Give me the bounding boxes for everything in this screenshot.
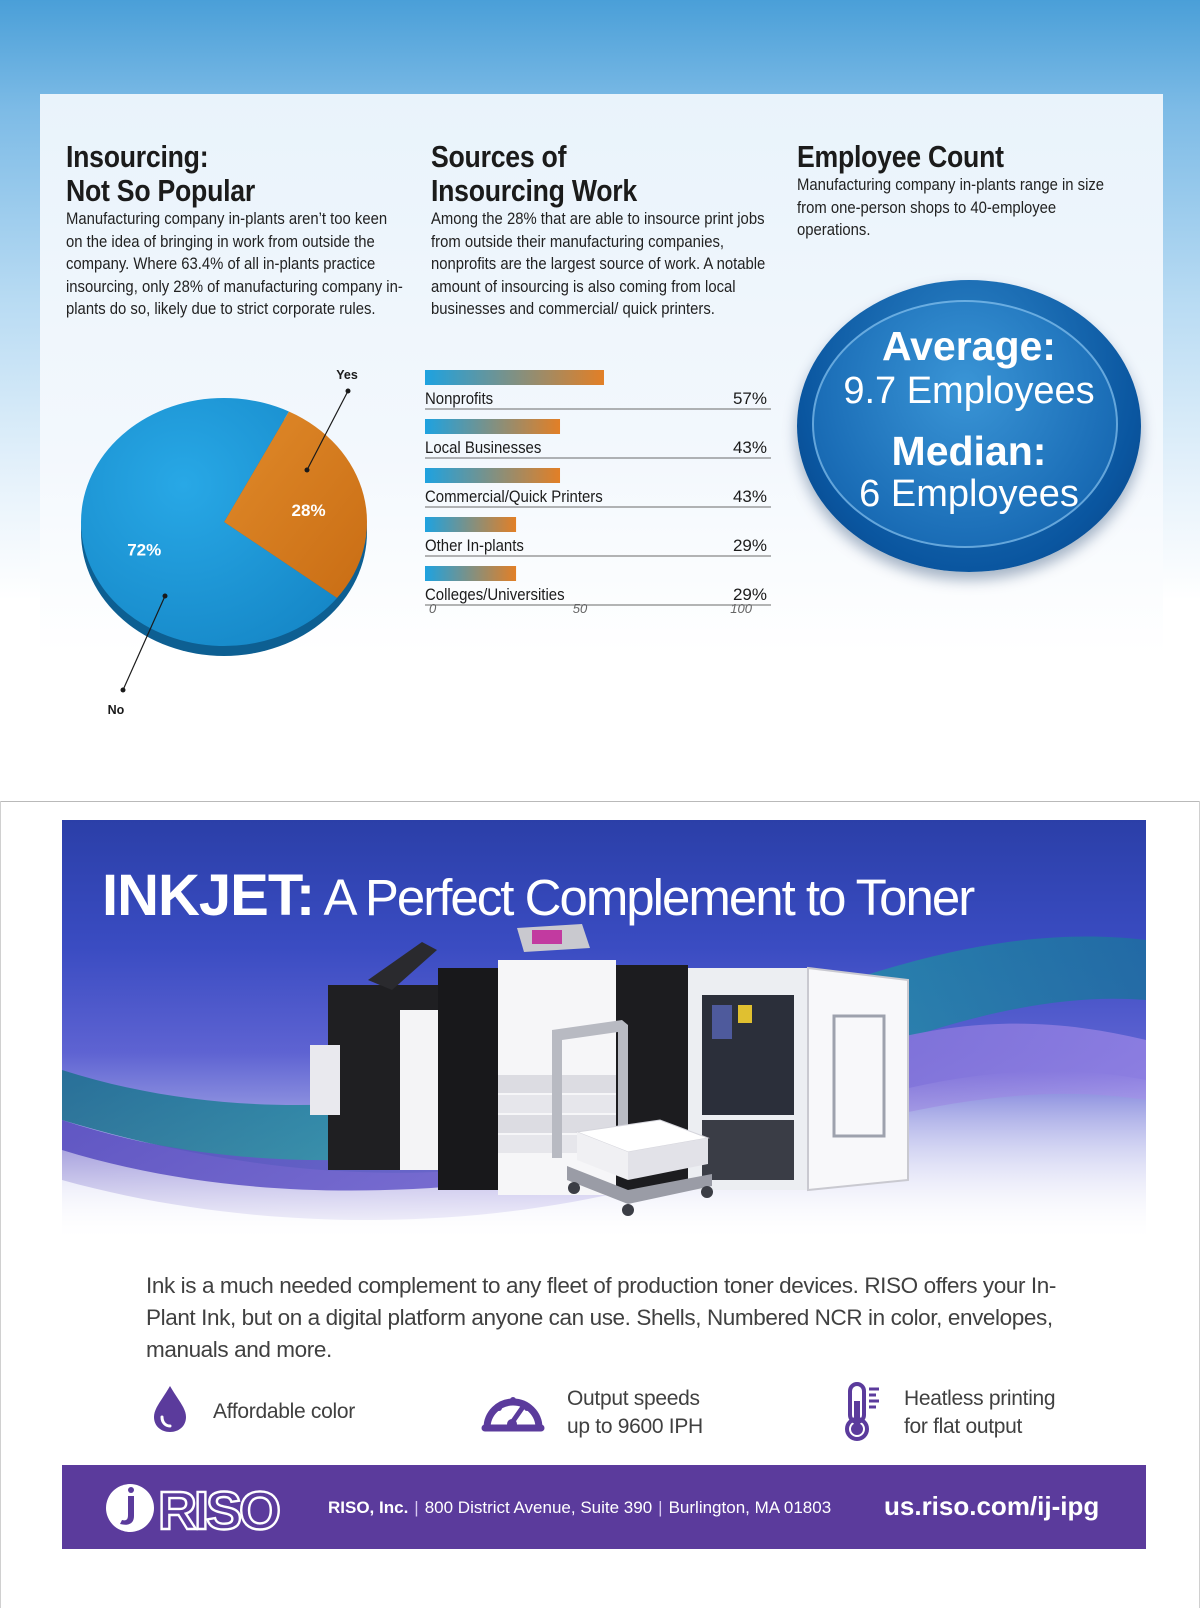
finisher-tray	[310, 1045, 340, 1115]
bar-value-label: 57%	[732, 389, 767, 408]
insourcing-title	[66, 140, 393, 208]
bar-value-label: 43%	[732, 438, 767, 457]
bar	[425, 370, 604, 385]
pie-callout-dot	[121, 688, 126, 693]
bar-category-label: Colleges/Universities	[425, 586, 565, 605]
section-divider	[0, 801, 1200, 802]
sources-title-line2: Insourcing Work	[431, 173, 637, 208]
feature-output-speeds	[567, 1385, 703, 1441]
bar	[425, 566, 516, 581]
bar-row	[425, 517, 771, 556]
insourcing-title-line1: Insourcing:	[66, 139, 209, 174]
feature-affordable-color	[213, 1398, 355, 1426]
thermometer-icon	[843, 1381, 883, 1448]
bar-row	[425, 370, 771, 409]
pie-callout-dot	[163, 594, 168, 599]
riso-logo[interactable]	[104, 1480, 304, 1536]
sources-title-line1: Sources of	[431, 139, 567, 174]
footer-street: 800 District Avenue, Suite 390	[424, 1498, 653, 1517]
ad-headline-light: A Perfect Complement to Toner	[314, 869, 974, 926]
bar	[425, 468, 560, 483]
bar-rows	[425, 370, 771, 605]
printer-body-left	[438, 968, 498, 1190]
bar-category-label: Local Businesses	[425, 439, 542, 458]
ad-headline	[102, 862, 973, 929]
average-value: 9.7 Employees	[843, 370, 1095, 412]
pie-callout-dot	[305, 468, 310, 473]
feature-2-line2: up to 9600 IPH	[567, 1415, 703, 1438]
sources-title	[431, 140, 758, 208]
bar-category-label: Other In-plants	[425, 537, 524, 556]
footer-city: Burlington, MA 01803	[668, 1498, 832, 1517]
ink-drop-icon	[152, 1384, 188, 1439]
bar-category-label: Nonprofits	[425, 390, 494, 409]
insourcing-title-line2: Not So Popular	[66, 173, 255, 208]
feature-3-line1: Heatless printing	[904, 1387, 1056, 1410]
bar-row	[425, 419, 771, 458]
pie-value-label-yes: 28%	[291, 500, 326, 520]
bar-tick-label: 0	[429, 601, 437, 616]
pie-callout-dot	[346, 389, 351, 394]
bar	[425, 517, 516, 532]
median-value: 6 Employees	[859, 473, 1079, 515]
pie-category-label-yes: Yes	[336, 368, 358, 382]
ad-border-left	[0, 801, 1, 1608]
bar-value-label: 29%	[732, 585, 767, 604]
pie-category-label-no: No	[107, 703, 125, 717]
median-label: Median:	[891, 428, 1047, 474]
feature-heatless-printing	[904, 1385, 1055, 1441]
riso-logo-text: RISO	[158, 1481, 279, 1536]
pie-slices	[81, 398, 367, 646]
speedometer-icon	[481, 1384, 545, 1441]
ad-body-text: Ink is a much needed complement to any fleet of production toner devices. RISO offers your In-Plant Ink, but on a digital platform anyone can use. Shells, Numbered NCR in color, envelopes, manuals and more.	[146, 1273, 1056, 1362]
bar-value-label: 29%	[732, 536, 767, 555]
bar-tick-label: 100	[730, 601, 752, 616]
footer-url-link[interactable]: us.riso.com/ij-ipg	[884, 1491, 1100, 1521]
bar-value-label: 43%	[732, 487, 767, 506]
sources-bar-chart	[425, 370, 785, 632]
footer-company: RISO, Inc.	[328, 1498, 409, 1517]
employee-title: Employee Count	[797, 139, 1004, 174]
bar-row	[425, 566, 771, 605]
ad-headline-bold: INKJET:	[102, 863, 315, 928]
bar-tick-label: 50	[572, 601, 588, 616]
footer-address: RISO, Inc. | 800 District Avenue, Suite 390 | Burlington, MA 01803	[328, 1498, 832, 1517]
insourcing-body: Manufacturing company in-plants aren’t too keen on the idea of bringing in work from outside the company. Where 63.4% of all in-plants practice insourcing, only 28% of manufacturing company in-plants do so, likely due to strict corporate rules.	[66, 210, 403, 318]
sources-body: Among the 28% that are able to insource print jobs from outside their manufacturing companies, nonprofits are the largest source of work. A notable amount of insourcing is also coming from local businesses and commercial/ quick printers.	[431, 210, 766, 318]
bar-row	[425, 468, 771, 507]
employee-body: Manufacturing company in-plants range in size from one-person shops to 40-employee operations.	[797, 176, 1105, 239]
average-label: Average:	[882, 323, 1056, 369]
pie-value-label-no: 72%	[127, 540, 162, 560]
bar	[425, 419, 560, 434]
insourcing-pie-chart	[60, 360, 400, 730]
feature-2-line1: Output speeds	[567, 1387, 700, 1410]
feature-1-line1: Affordable color	[213, 1400, 355, 1423]
printer-open-door	[808, 968, 908, 1190]
bar-category-label: Commercial/Quick Printers	[425, 488, 603, 507]
feature-3-line2: for flat output	[904, 1415, 1023, 1438]
